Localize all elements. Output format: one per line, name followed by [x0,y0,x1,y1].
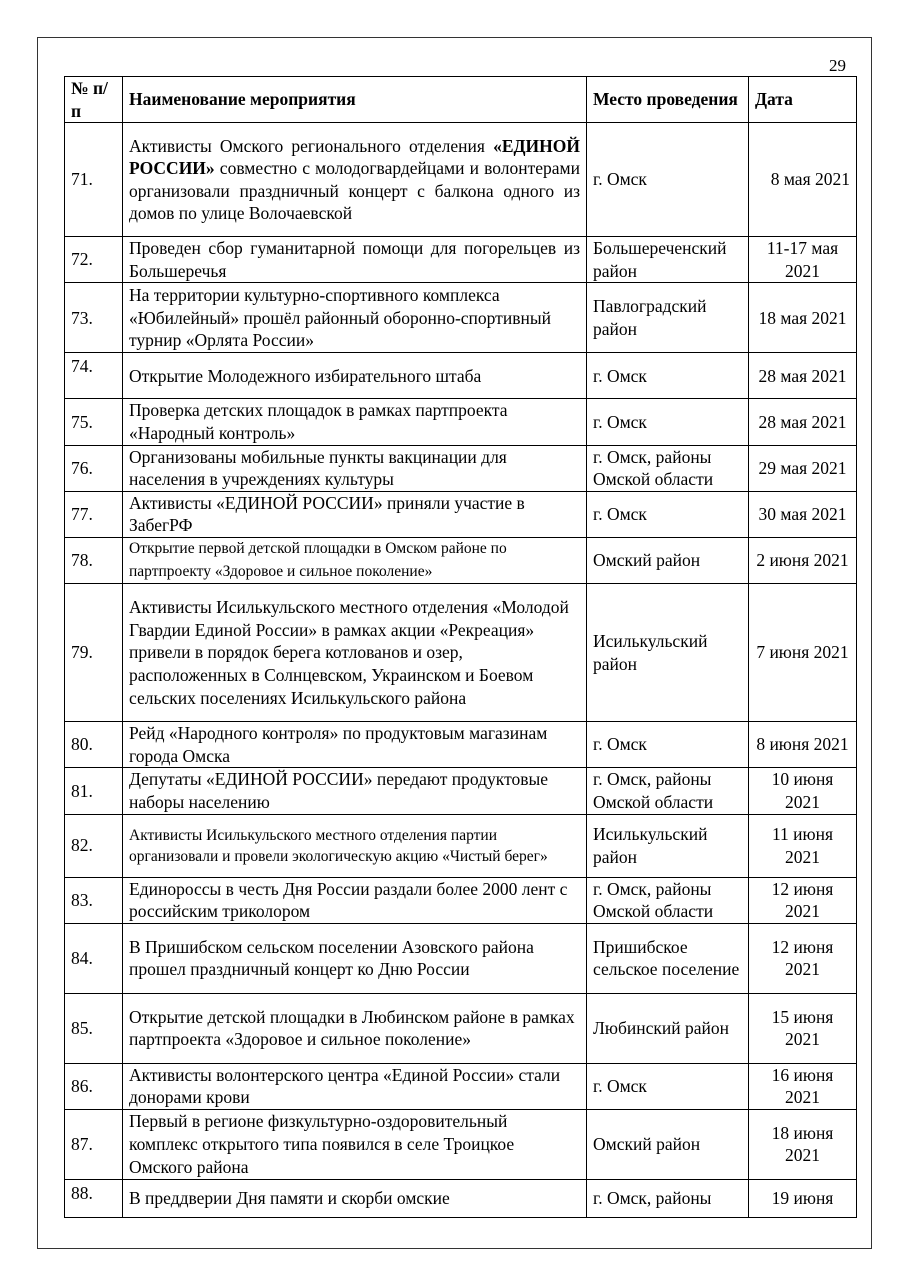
row-name: Проверка детских площадок в рамках партпроекта «Народный контроль» [123,399,587,445]
table-row [65,537,857,583]
row-name: Активисты «ЕДИНОЙ РОССИИ» приняли участие в ЗабегРФ [123,491,587,537]
row-date: 18 мая 2021 [749,283,857,353]
row-place: Омский район [587,537,749,583]
row-place: Омский район [587,1109,749,1179]
row-num: 81. [65,768,123,814]
table-row [65,123,857,237]
row-name: В преддверии Дня памяти и скорби омские [123,1179,587,1217]
row-date: 18 июня 2021 [749,1109,857,1179]
row-date: 11 июня 2021 [749,814,857,877]
row-date: 11-17 мая 2021 [749,237,857,283]
header-num: № п/п [65,77,123,123]
table-row [65,584,857,722]
row-place: г. Омск [587,722,749,768]
row-place: г. Омск [587,123,749,237]
row-name: Проведен сбор гуманитарной помощи для погорельцев из Большеречья [123,237,587,283]
table-row [65,923,857,993]
row-num: 78. [65,537,123,583]
row-num: 76. [65,445,123,491]
table-row [65,993,857,1063]
table-row [65,491,857,537]
table-row [65,283,857,353]
row-place: г. Омск [587,353,749,399]
row-num: 86. [65,1063,123,1109]
row-place: г. Омск, районы [587,1179,749,1217]
row-num: 73. [65,283,123,353]
row-date: 16 июня 2021 [749,1063,857,1109]
row-name: Открытие детской площадки в Любинском районе в рамках партпроекта «Здоровое и сильное поколение» [123,993,587,1063]
row-name: Открытие Молодежного избирательного штаба [123,353,587,399]
row-name: Организованы мобильные пункты вакцинации для населения в учреждениях культуры [123,445,587,491]
row-place: Исилькульский район [587,584,749,722]
row-num: 84. [65,923,123,993]
header-date: Дата [749,77,857,123]
table-row [65,1179,857,1217]
row-place: Любинский район [587,993,749,1063]
row-date: 29 мая 2021 [749,445,857,491]
row-name [123,123,587,237]
row-place: г. Омск, районы Омской области [587,768,749,814]
row-num: 71. [65,123,123,237]
table-row [65,399,857,445]
row-num: 79. [65,584,123,722]
table-row [65,1109,857,1179]
page-number: 29 [829,56,846,75]
row-date: 12 июня 2021 [749,923,857,993]
row-num: 88. [65,1179,123,1217]
row-name: Открытие первой детской площадки в Омском районе по партпроекту «Здоровое и сильное поколение» [123,537,587,583]
table-header-row [65,77,857,123]
row-date: 28 мая 2021 [749,399,857,445]
row-place: Павлоградский район [587,283,749,353]
row-num: 74. [65,353,123,399]
row-place: г. Омск [587,1063,749,1109]
row-num: 75. [65,399,123,445]
row-place: Большереченский район [587,237,749,283]
header-place: Место проведения [587,77,749,123]
row-name: Депутаты «ЕДИНОЙ РОССИИ» передают продуктовые наборы населению [123,768,587,814]
row-name: В Пришибском сельском поселении Азовского района прошел праздничный концерт ко Дню России [123,923,587,993]
row-name: Активисты Исилькульского местного отделения партии организовали и провели экологическую акцию «Чистый берег» [123,814,587,877]
row-place: г. Омск [587,399,749,445]
row-name: Рейд «Народного контроля» по продуктовым магазинам города Омска [123,722,587,768]
row-date: 28 мая 2021 [749,353,857,399]
table-row [65,353,857,399]
row-name: Единороссы в честь Дня России раздали более 2000 лент с российским триколором [123,877,587,923]
row-name: На территории культурно-спортивного комплекса «Юбилейный» прошёл районный оборонно-спортивный турнир «Орлята России» [123,283,587,353]
row-place: Пришибское сельское поселение [587,923,749,993]
row-num: 87. [65,1109,123,1179]
row-date: 10 июня 2021 [749,768,857,814]
row-name: Первый в регионе физкультурно-оздоровительный комплекс открытого типа появился в селе Троицкое Омского района [123,1109,587,1179]
row-num: 80. [65,722,123,768]
header-name: Наименование мероприятия [123,77,587,123]
table-row [65,445,857,491]
table-row [65,1063,857,1109]
row-num: 85. [65,993,123,1063]
row-date: 19 июня [749,1179,857,1217]
row-place: г. Омск [587,491,749,537]
row-num: 83. [65,877,123,923]
row-name: Активисты волонтерского центра «Единой России» стали донорами крови [123,1063,587,1109]
row-num: 77. [65,491,123,537]
table-row [65,237,857,283]
row-date: 15 июня 2021 [749,993,857,1063]
row-name-part: совместно с молодогвардейцами и волонтерами организовали праздничный концерт с балкона одного из домов по улице Волочаевской [129,158,580,224]
row-num: 72. [65,237,123,283]
row-date: 8 мая 2021 [749,123,857,237]
row-date: 2 июня 2021 [749,537,857,583]
row-name: Активисты Исилькульского местного отделения «Молодой Гвардии Единой России» в рамках акции «Рекреация» привели в порядок берега котлованов и озер, расположенных в Солнцевском, Украинском и Боевом сельских поселениях Исилькульского района [123,584,587,722]
row-name-part: Активисты Омского регионального отделения [129,135,494,156]
events-table [64,76,857,1218]
table-row [65,877,857,923]
row-place: Исилькульский район [587,814,749,877]
table-row [65,722,857,768]
row-date: 8 июня 2021 [749,722,857,768]
table-row [65,814,857,877]
row-num: 82. [65,814,123,877]
row-date: 30 мая 2021 [749,491,857,537]
row-date: 12 июня 2021 [749,877,857,923]
row-place: г. Омск, районы Омской области [587,445,749,491]
row-date: 7 июня 2021 [749,584,857,722]
table-row [65,768,857,814]
row-place: г. Омск, районы Омской области [587,877,749,923]
row-name-bold: «ЕДИНОЙ РОССИИ» [129,135,580,179]
